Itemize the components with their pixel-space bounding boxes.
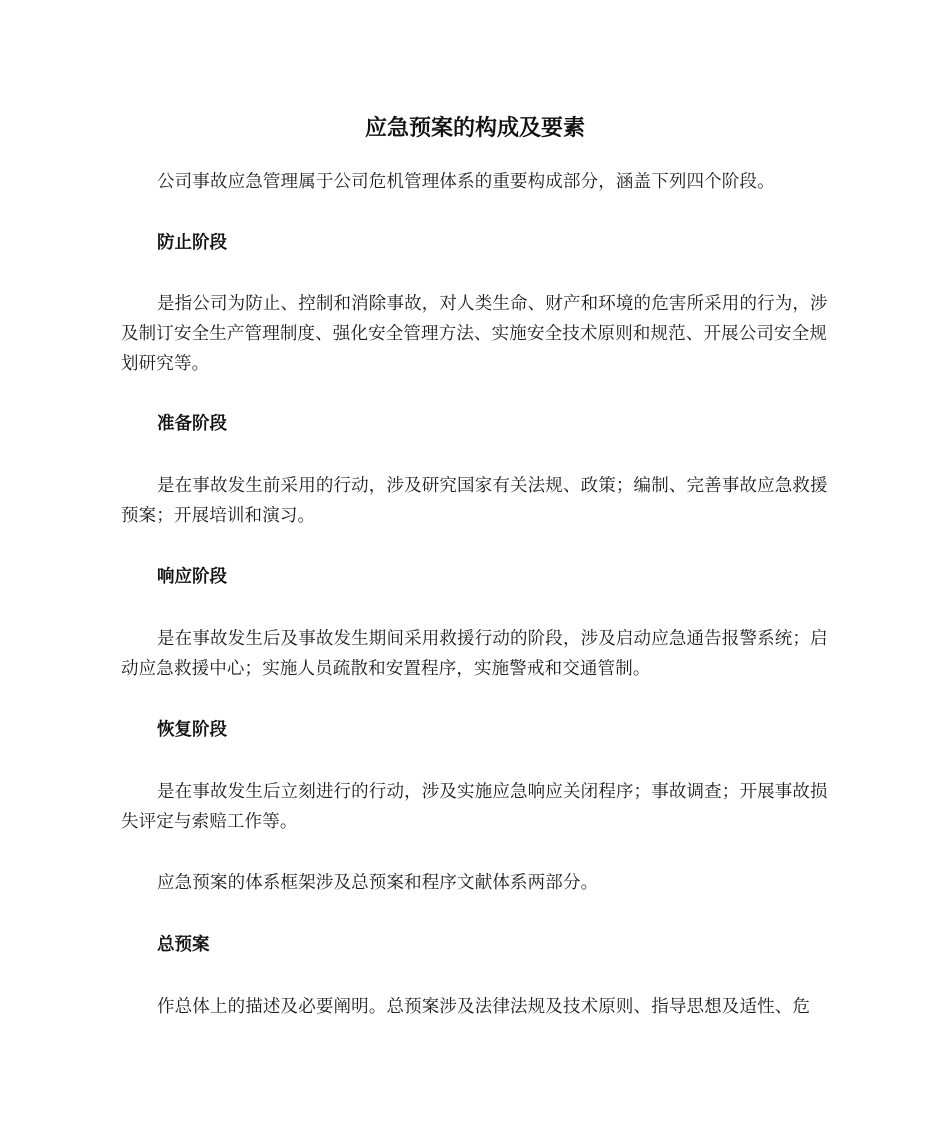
section-text-response: 是在事故发生后及事故发生期间采用救援行动的阶段，涉及启动应急通告报警系统；启动应急救援中心；实施人员疏散和安置程序，实施警戒和交通管制。 [121, 629, 828, 679]
framework-paragraph: 应急预案的体系框架涉及总预案和程序文献体系两部分。 [157, 873, 599, 893]
section-text-prevention: 是指公司为防止、控制和消除事故，对人类生命、财产和环境的危害所采用的行为，涉及制订安全生产管理制度、强化安全管理方法、实施安全技术原则和规范、开展公司安全规划研究等。 [121, 294, 828, 374]
section-text-preparation: 是在事故发生前采用的行动，涉及研究国家有关法规、政策；编制、完善事故应急救援预案；开展培训和演习。 [121, 476, 828, 526]
section-heading-prevention: 防止阶段 [157, 233, 227, 253]
section-heading-recovery: 恢复阶段 [157, 720, 227, 740]
document-title: 应急预案的构成及要素 [364, 115, 585, 141]
section-text-general-plan: 作总体上的描述及必要阐明。总预案涉及法律法规及技术原则、指导思想及适性、危 [157, 997, 811, 1017]
section-heading-response: 响应阶段 [157, 567, 227, 587]
intro-paragraph: 公司事故应急管理属于公司危机管理体系的重要构成部分，涵盖下列四个阶段。 [157, 172, 775, 192]
section-heading-preparation: 准备阶段 [157, 414, 227, 434]
section-text-recovery: 是在事故发生后立刻进行的行动，涉及实施应急响应关闭程序；事故调查；开展事故损失评定与索赔工作等。 [121, 782, 828, 832]
section-heading-general-plan: 总预案 [157, 935, 210, 955]
